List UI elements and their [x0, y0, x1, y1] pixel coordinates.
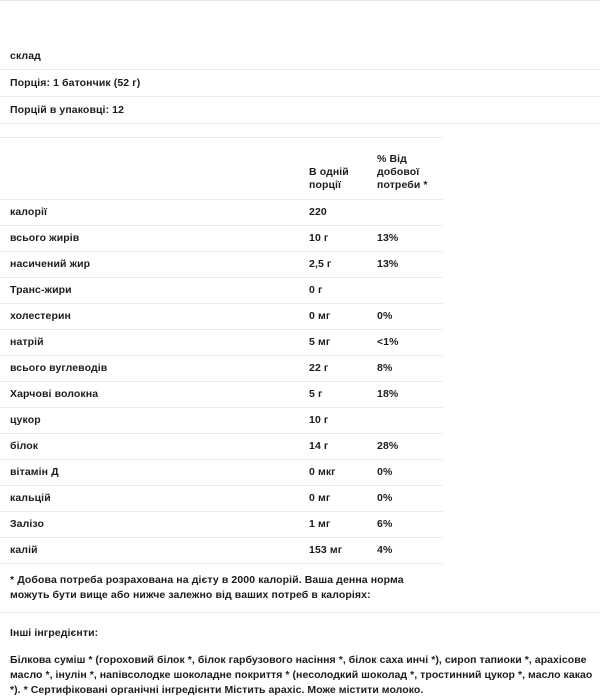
nutrient-daily-value — [377, 200, 443, 226]
nutrient-amount: 0 мг — [309, 486, 377, 512]
table-row — [0, 304, 443, 330]
nutrient-amount: 2,5 г — [309, 252, 377, 278]
table-row — [0, 512, 443, 538]
nutrient-amount: 22 г — [309, 356, 377, 382]
table-row — [0, 278, 443, 304]
nutrient-label: цукор — [0, 408, 309, 434]
serving-info-block — [0, 0, 600, 124]
nutrient-label: калорії — [0, 200, 309, 226]
nutrient-label: холестерин — [0, 304, 309, 330]
servings-per-container-row: Порцій в упаковці: 12 — [0, 97, 600, 124]
nutrient-label: насичений жир — [0, 252, 309, 278]
nutrient-label: Залізо — [0, 512, 309, 538]
table-row — [0, 434, 443, 460]
nutrient-daily-value: 13% — [377, 226, 443, 252]
table-row — [0, 486, 443, 512]
header-amount-per-serving: В одній порції — [309, 138, 377, 200]
nutrient-label: вітамін Д — [0, 460, 309, 486]
nutrient-daily-value: 0% — [377, 486, 443, 512]
nutrition-table-head — [0, 138, 443, 200]
nutrient-amount: 5 г — [309, 382, 377, 408]
nutrient-amount: 14 г — [309, 434, 377, 460]
table-row — [0, 252, 443, 278]
ingredients-title: Інші інгредієнти: — [10, 627, 99, 639]
nutrient-label: білок — [0, 434, 309, 460]
nutrient-label: кальцій — [0, 486, 309, 512]
nutrient-label: Транс-жири — [0, 278, 309, 304]
header-nutrient — [0, 138, 309, 200]
nutrient-daily-value — [377, 408, 443, 434]
ingredients-text: Білкова суміш * (гороховий білок *, білок гарбузового насіння *, білок саха инчі *), сироп тапиоки *, арахісове масло *, інулін *, напівсолодке шоколадне покриття * (несолодкий шоколад *, тростинний цукор *, масло какао *). * Сертифіковані органічні інгредієнти Містить арахіс. Може містити молоко. — [10, 654, 593, 696]
nutrient-label: Харчові волокна — [0, 382, 309, 408]
nutrient-amount: 153 мг — [309, 538, 377, 564]
table-row — [0, 226, 443, 252]
nutrient-amount: 0 мкг — [309, 460, 377, 486]
daily-value-footnote: * Добова потреба розрахована на дієту в 2000 калорій. Ваша денна норма можуть бути вище або нижче залежно від ваших потреб в калоріях: — [10, 574, 404, 601]
nutrient-daily-value: 0% — [377, 304, 443, 330]
nutrient-amount: 220 — [309, 200, 377, 226]
header-percent-daily-value: % Від добової потреби * — [377, 138, 443, 200]
nutrition-table-body — [0, 200, 443, 564]
nutrient-amount: 0 мг — [309, 304, 377, 330]
nutrient-amount: 0 г — [309, 278, 377, 304]
nutrient-label: всього жирів — [0, 226, 309, 252]
nutrient-amount: 10 г — [309, 226, 377, 252]
table-row — [0, 382, 443, 408]
nutrient-label: всього вуглеводів — [0, 356, 309, 382]
table-row — [0, 200, 443, 226]
table-row — [0, 460, 443, 486]
table-row — [0, 408, 443, 434]
nutrition-table — [0, 137, 443, 564]
nutrient-daily-value: 8% — [377, 356, 443, 382]
nutrient-amount: 5 мг — [309, 330, 377, 356]
nutrient-daily-value: 18% — [377, 382, 443, 408]
nutrient-daily-value: 0% — [377, 460, 443, 486]
nutrient-label: калій — [0, 538, 309, 564]
nutrient-daily-value — [377, 278, 443, 304]
ingredients-section — [0, 613, 600, 698]
table-row — [0, 330, 443, 356]
nutrient-label: натрій — [0, 330, 309, 356]
nutrient-daily-value: 13% — [377, 252, 443, 278]
table-header-row — [0, 138, 443, 200]
table-row — [0, 538, 443, 564]
nutrient-daily-value: 28% — [377, 434, 443, 460]
nutrient-daily-value: <1% — [377, 330, 443, 356]
serving-size-row: Порція: 1 батончик (52 г) — [0, 70, 600, 97]
nutrient-daily-value: 4% — [377, 538, 443, 564]
nutrient-amount: 10 г — [309, 408, 377, 434]
nutrient-daily-value: 6% — [377, 512, 443, 538]
section-label-sklad: склад — [0, 43, 600, 70]
table-row — [0, 356, 443, 382]
nutrient-amount: 1 мг — [309, 512, 377, 538]
